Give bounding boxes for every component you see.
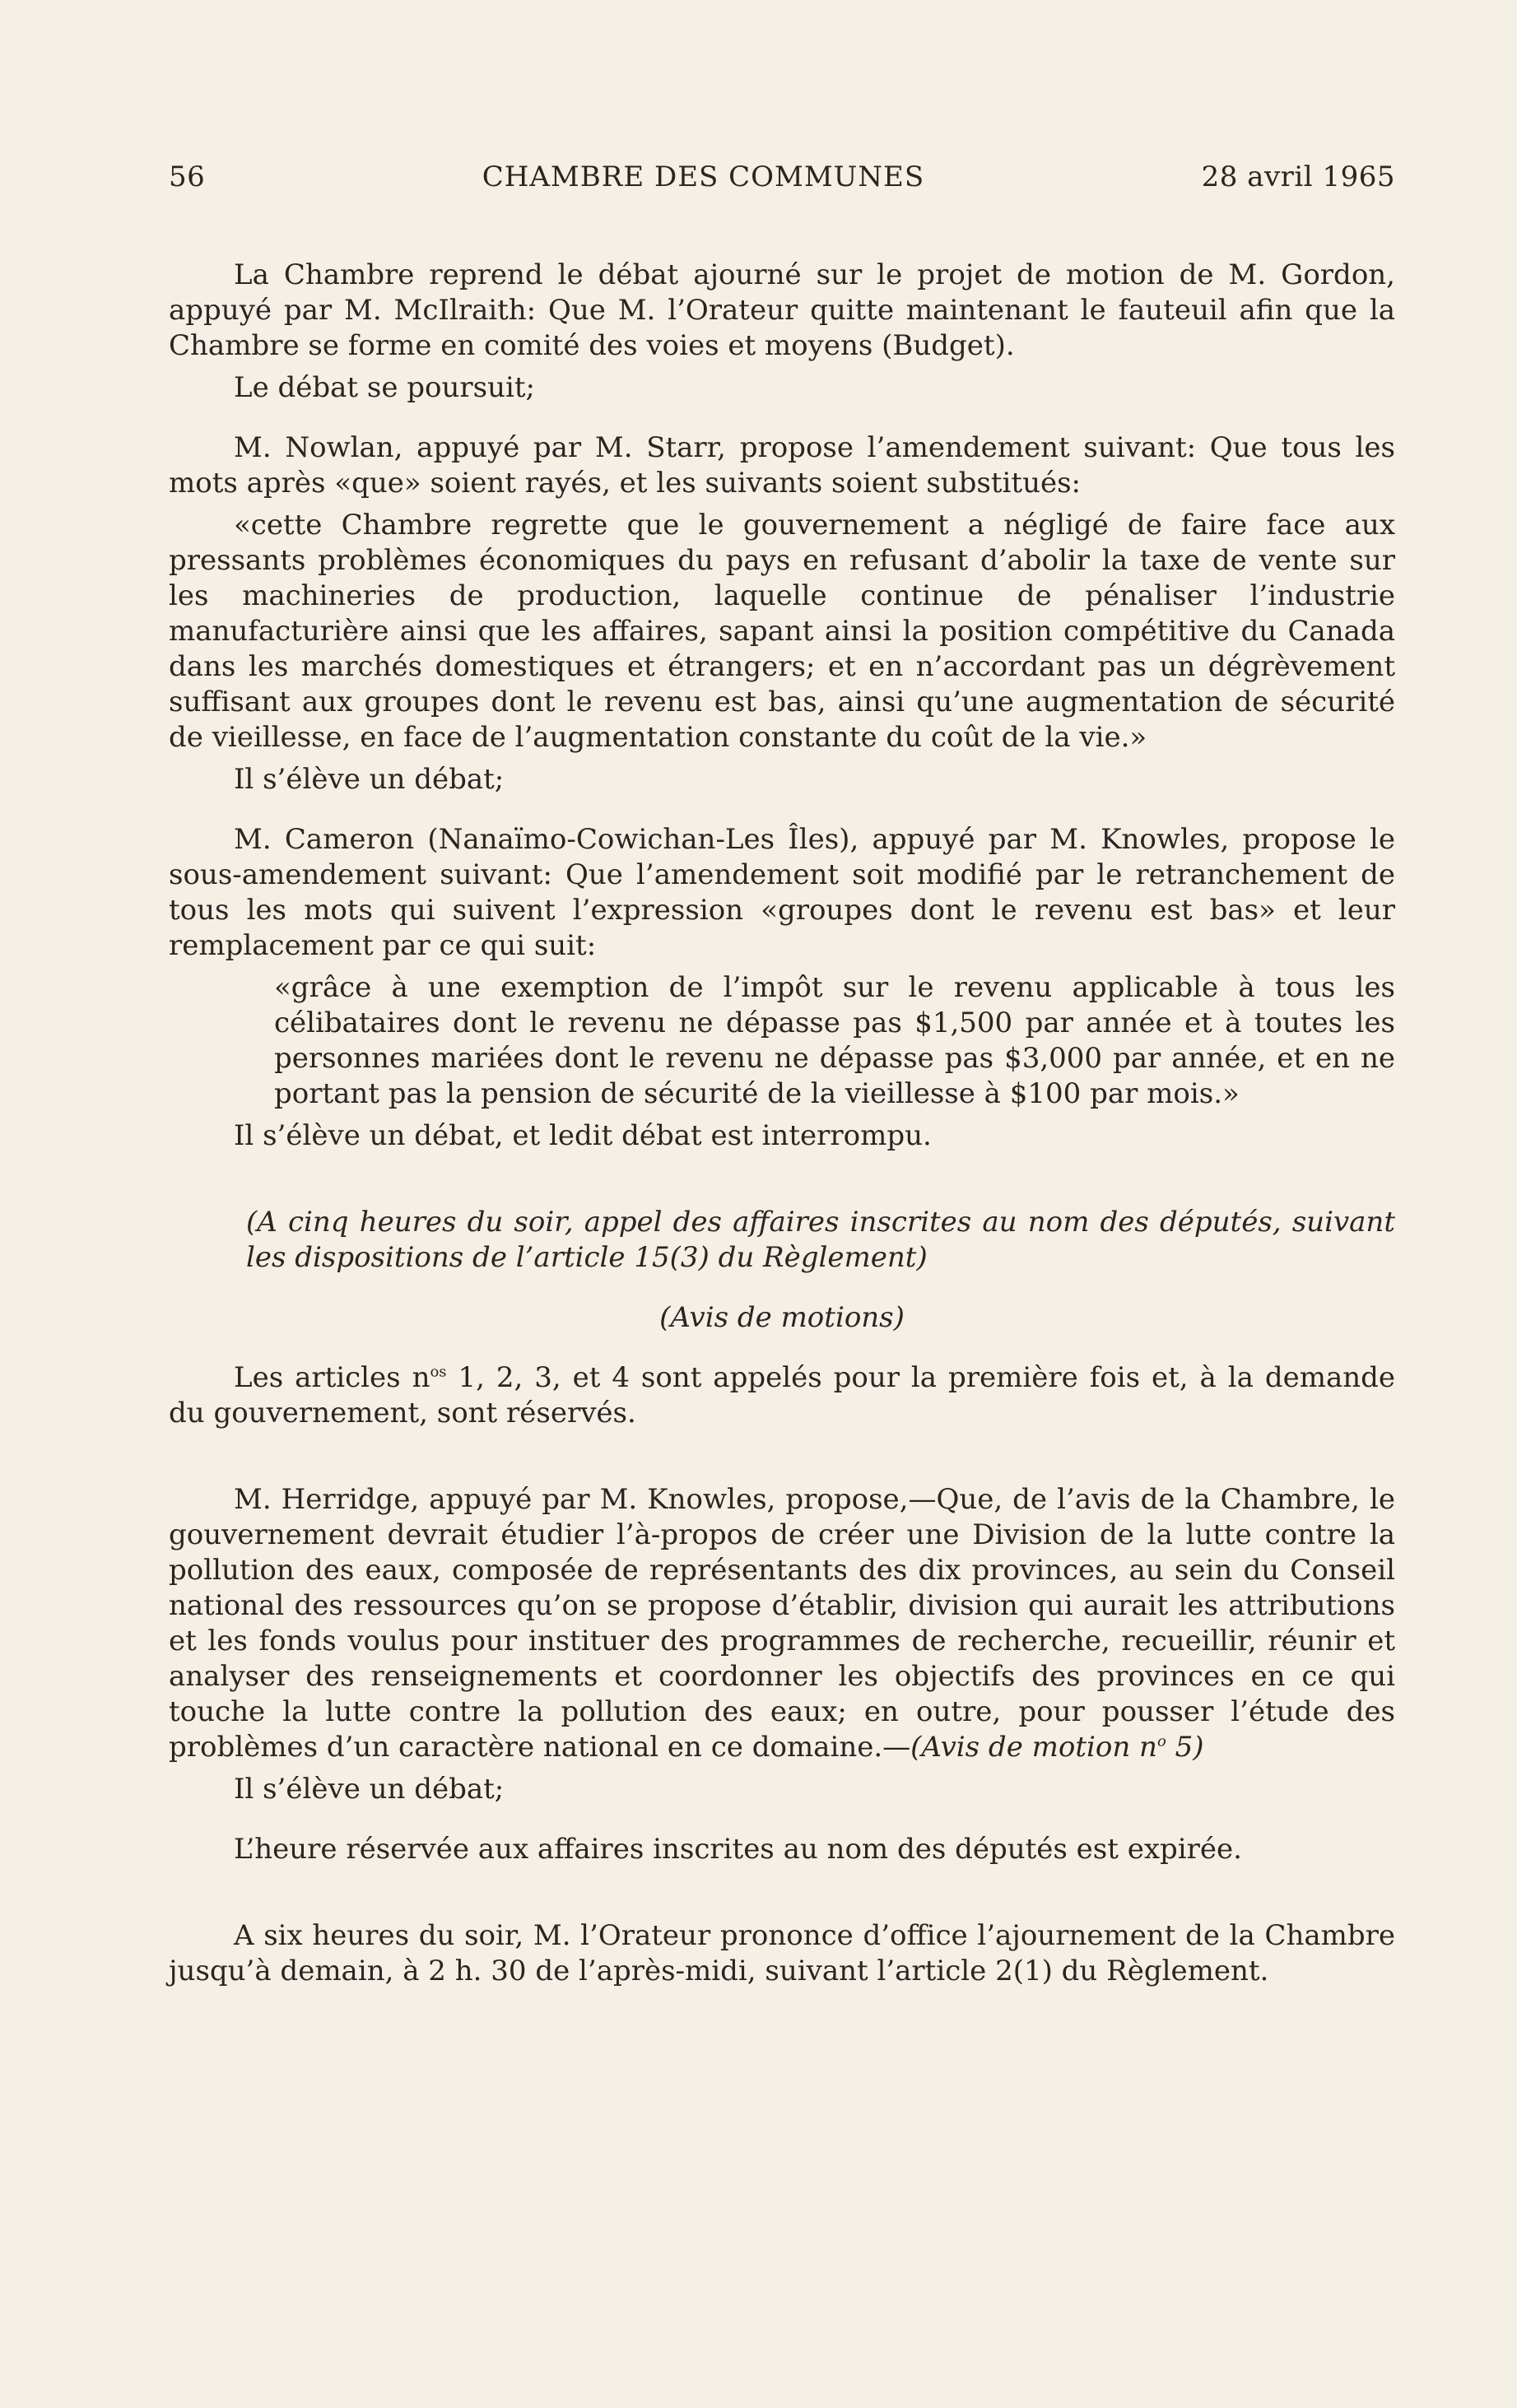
paragraph-debate-arises-2: Il s’élève un débat; bbox=[234, 1773, 505, 1806]
paragraph-nowlan-amendment: M. Nowlan, appuyé par M. Starr, propose l’amendement suivant: Que tous les mots après «que» soient rayés, et les suivants soient substitués: bbox=[169, 431, 1395, 500]
articles-text-end: 1, 2, 3, et 4 sont appelés pour la première fois et, à la demande du gouvernement, sont réservés. bbox=[169, 1361, 1395, 1429]
section-heading-notices-of-motion: (Avis de motions) bbox=[659, 1301, 905, 1334]
articles-text-start: Les articles n bbox=[234, 1361, 430, 1394]
paragraph-debate-continues: Le débat se poursuit; bbox=[234, 371, 535, 404]
paragraph-hour-expired: L’heure réservée aux affaires inscrites au nom des députés est expirée. bbox=[234, 1833, 1242, 1866]
page-title: CHAMBRE DES COMMUNES bbox=[482, 160, 925, 193]
motion-reference-start: (Avis de motion n bbox=[910, 1731, 1157, 1764]
paragraph-adjournment: A six heures du soir, M. l’Orateur prononce d’office l’ajournement de la Chambre jusqu’à demain, à 2 h. 30 de l’après-midi, suivant l’article 2(1) du Règlement. bbox=[169, 1919, 1395, 1987]
page-date: 28 avril 1965 bbox=[1201, 160, 1395, 193]
paragraph-private-members-notice: (A cinq heures du soir, appel des affaires inscrites au nom des députés, suivant les dispositions de l’article 15(3) du Règlement) bbox=[246, 1206, 1395, 1274]
motion-reference-end: 5) bbox=[1166, 1731, 1204, 1764]
paragraph-herridge-motion bbox=[169, 1482, 1395, 1765]
paragraph-amendment-text: «cette Chambre regrette que le gouvernement a négligé de faire face aux pressants problèmes économiques du pays en refusant d’abolir la taxe de vente sur les machineries de production, laquelle continue de pénaliser l’industrie manufacturière ainsi que les affaires, sapant ainsi la position compétitive du Canada dans les marchés domestiques et étrangers; et en n’accordant pas un dégrèvement suffisant aux groupes dont le revenu est bas, ainsi qu’une augmentation de sécurité de vieillesse, en face de l’augmentation constante du coût de la vie.» bbox=[169, 509, 1395, 754]
paragraph-debate-arises-1: Il s’élève un débat; bbox=[234, 763, 505, 796]
paragraph-debate-interrupted: Il s’élève un débat, et ledit débat est interrompu. bbox=[234, 1119, 932, 1152]
herridge-motion-text: M. Herridge, appuyé par M. Knowles, propose,—Que, de l’avis de la Chambre, le gouvernement devrait étudier l’à-propos de créer une Division de la lutte contre la pollution des eaux, composée de représentants des dix provinces, au sein du Conseil national des ressources qu’on se propose d’établir, division qui aurait les attributions et les fonds voulus pour instituer des programmes de recherche, recueillir, réunir et analyser des renseignements et coordonner les objectifs des provinces en ce qui touche la lutte contre la pollution des eaux; en outre, pour pousser l’étude des problèmes d’un caractère national en ce domaine.— bbox=[169, 1483, 1395, 1764]
page-header bbox=[169, 160, 1395, 193]
page-number: 56 bbox=[169, 160, 206, 193]
paragraph-budget-debate: La Chambre reprend le débat ajourné sur le projet de motion de M. Gordon, appuyé par M. McIlraith: Que M. l’Orateur quitte maintenant le fauteuil afin que la Chambre se forme en comité des voies et moyens (Budget). bbox=[169, 258, 1395, 362]
articles-superscript: os bbox=[430, 1363, 447, 1381]
paragraph-cameron-subamendment: M. Cameron (Nanaïmo-Cowichan-Les Îles), appuyé par M. Knowles, propose le sous-amendement suivant: Que l’amendement soit modifié par le retranchement de tous les mots qui suivent l’expression «groupes dont le revenu est bas» et leur remplacement par ce qui suit: bbox=[169, 823, 1395, 962]
herridge-motion-reference bbox=[910, 1731, 1203, 1764]
paragraph-articles-reserved bbox=[169, 1360, 1395, 1431]
quote-subamendment-text: «grâce à une exemption de l’impôt sur le revenu applicable à tous les célibataires dont le revenu ne dépasse pas $1,500 par année et à toutes les personnes mariées dont le revenu ne dépasse pas $3,000 par année, et en ne portant pas la pension de sécurité de la vieillesse à $100 par mois.» bbox=[274, 971, 1395, 1110]
motion-reference-superscript: o bbox=[1156, 1732, 1166, 1750]
document-body bbox=[169, 258, 1395, 1989]
